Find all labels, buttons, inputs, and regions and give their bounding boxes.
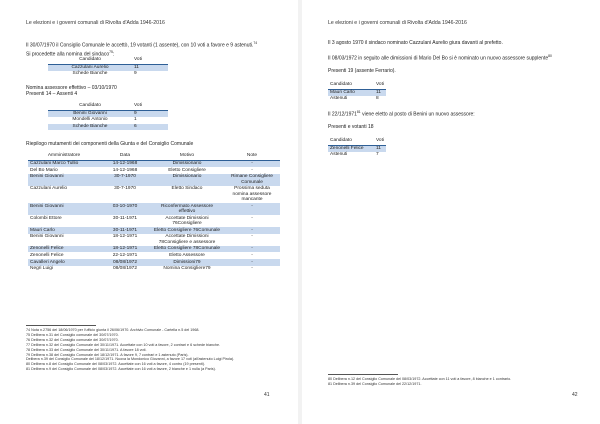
table-cell: 18-12-1971 [112,246,138,252]
table-row [48,124,168,131]
table-cell: 11 [375,89,381,95]
footnote: 80 Delibera n.8 del Consiglio Comunale del 08/03/1972. Accettate con 16 voti a favore, 4 contro (19 presenti). [26,362,205,367]
table-cell: Astenuti [330,152,348,158]
footnote-ref: 80 [548,54,552,58]
table-cell: Mondelli Antonio [72,117,108,123]
paragraph-voters: Presenti e votanti 18 [328,124,374,130]
table-cell: - [251,259,253,265]
table-cell: - [251,203,253,209]
table-cell: Mauri Carlo [330,89,355,95]
table-cell: 7 [375,152,379,158]
table-header: Candidato [48,103,132,110]
section-heading-summary: Riepilogo mutamenti dei componenti della Giunta e del Consiglio Comunale [26,141,194,147]
table-header-row [328,82,386,89]
table-cell: Benini Giovanni [30,174,64,180]
table-header: Note [224,153,280,160]
paragraph-text: Presenti 14 – Assenti 4 [26,91,78,98]
footnote-ref: 75 [109,50,113,55]
table-cell: 03-10-1970 [112,203,138,209]
footnote: 74 Nota n.2756 del 18/06/1970 per l'ufficio giunta il 26/06/1970. Archivio Comunale - Cartella n.5 del 1968. [26,328,200,332]
table-row [328,152,386,159]
table-cell: Schede Bianche [72,123,108,129]
table-header: Voti [374,82,386,89]
table-assessor-vote [48,103,168,130]
table-cell: Benini Giovanni [73,110,107,116]
table-cell: Accettate Dimissioni 76Consigliere [165,215,209,227]
table-changes-summary [28,153,280,272]
left-page [0,0,298,424]
table-cell: Del Bo Mario [30,167,58,173]
table-row [28,160,280,167]
table-cell: - [251,215,253,221]
table-cell: Cavalleri Angelo [30,259,65,265]
footnote: 76 Delibera n.32 del Consiglio comunale del 30/07/1970. [26,337,119,342]
table-cell: - [251,167,253,173]
paragraph-text: viene eletto al posto di Benini un nuovo assessore: [360,111,475,118]
table-cell: 6 [134,123,137,129]
paragraph-text: Il 30/07/1970 il Consiglio Comunale le accettò, 19 votanti (1 assente), con 10 voti a favore e 9 astenuti. [26,42,254,49]
table-row [28,186,280,203]
page-number: 42 [572,392,578,398]
running-header: Le elezioni e i governi comunali di Rivolta d'Adda 1946-2016 [328,20,467,26]
footnotes [328,377,583,387]
table-cell: 22-12-1971 [112,252,138,258]
table-cell: 8 [375,96,379,102]
table-row [28,259,280,266]
table-row [28,174,280,186]
table-cell: Cazzulani Aurelio [30,186,68,192]
table-cell: 14-12-1968 [112,167,138,173]
table-cell: Zenonelli Felice [30,252,64,258]
table-cell: - [251,266,253,272]
paragraph-assessor-nomination [26,85,276,98]
paragraph-text: Il 22/12/1971 [328,111,357,118]
footnote-separator [26,325,96,326]
table-cell: 1 [134,117,137,123]
table-header: Candidato [328,138,374,145]
table-header-row [48,57,168,64]
table-row [28,227,280,234]
table-cell: Dimissionario [172,161,202,167]
table-header: Candidato [48,57,132,64]
paragraph-acceptance: Il 30/07/1970 il Consiglio Comunale le accettò, 19 votanti (1 assente), con 10 voti a favore e 9 astenuti.$^{74}$ Si procedette alla nomina del sindaco$^{75}$: [26,41,258,58]
footnote: 77 Delibera n.32 del Consiglio Comunale del 30/11/1971. Accettate con 10 voti a favore, 2 contrari e 6 schede bianche. [26,342,221,347]
footnote-ref: 81 [356,110,361,114]
table-header-row [28,153,280,160]
table-cell: Benini Giovanni [30,234,64,240]
footnote: 79 Delibera n.38 del Consiglio Comunale del 18/12/1971. A favore 9, 7 contrari e 1 astenuto (Paris). [26,352,189,357]
table-cell: 9 [134,71,137,77]
table-cell: 30-7-1970 [114,174,136,180]
table-cell: 14-12-1968 [112,161,138,167]
table-cell: 08/08/1972 [112,266,137,272]
table-header: Voti [132,103,168,110]
table-header: Voti [374,138,386,145]
footnote-ref: 74 [253,41,258,45]
paragraph-text: Il 08/03/1972 in seguito alle dimissioni di Mario Del Bo si è nominato un nuovo assessore supplente [328,55,549,62]
table-cell: Eletto Consigliere 76Comunale [153,227,221,233]
table-cell: Eletto Consigliere 78Comunale [153,246,221,252]
table-cell: Colombi Ettore [30,215,62,221]
table-row [28,203,280,215]
table-substitute-vote [328,82,386,103]
paragraph-text: Si procedette alla nomina del sindaco [26,51,110,58]
table-cell: 18-12-1971 [112,234,138,240]
table-cell: Nomina Consigliere79 [163,266,211,272]
paragraph-new-assessor [328,109,578,118]
running-header: Le elezioni e i governi comunali di Rivolta d'Adda 1946-2016 [26,20,165,26]
table-cell: 11 [134,64,139,70]
table-cell: Eletto Consigliere [168,167,206,173]
table-cell: Rimane Consigliere Comunale [231,174,273,185]
table-cell: Zenonelli Felice [30,246,64,252]
paragraph-text: Nomina assessore effettivo – 03/10/1970 [26,85,117,91]
table-new-assessor-vote [328,138,386,159]
table-cell: Negri Luigi [30,266,53,272]
table-cell: Astenuti [330,96,348,102]
table-cell: Dimissionario [172,174,202,180]
table-header: Candidato [328,82,374,89]
table-cell: Cazzulani Marco Tullio [30,161,79,167]
table-row [28,246,280,253]
footnote: 80 Delibera n.12 del Consiglio Comunale del 08/03/1972. Accettate con 11 voti a favore, 8 bianche e 1 contrario. [328,377,512,381]
page-number: 41 [264,392,270,398]
table-cell: 9 [134,110,137,116]
paragraph-oath: Il 3 agosto 1970 il sindaco nominato Cazzulani Aurelio giura davanti al prefetto. [328,40,503,46]
table-mayor-vote [48,57,168,78]
table-cell: 11 [375,145,381,151]
table-cell: Dimissioni79 [173,259,201,265]
table-header: Motivo [150,153,224,160]
footnote: 75 Delibera n.31 del Consiglio comunale del 30/07/1970. [26,332,119,337]
table-cell: - [251,234,253,240]
table-cell: - [251,246,253,252]
table-cell: Eletto Assessore [169,252,205,258]
footnote: 81 Delibera n.39 del Consiglio Comunale del 22/12/1971. [328,381,422,386]
table-header-row [48,103,168,110]
table-row [28,252,280,259]
table-header: Data [100,153,150,160]
table-row [48,71,168,78]
paragraph-present: Presenti 19 (assente Ferrario). [328,68,396,74]
table-header-row [328,138,386,145]
table-row [48,64,168,71]
table-cell: Schede Bianche [72,71,108,77]
table-cell: Cazzulani Aurelio [71,64,109,70]
table-row [48,110,168,117]
table-header: Amministratore [28,153,100,160]
table-row [328,96,386,103]
footnote-separator [328,374,398,375]
table-row [28,167,280,174]
table-cell: 08/08/1972 [112,259,137,265]
table-cell: Zenonelli Felice [330,145,364,151]
footnote: Delibera n.39 del Consiglio Comunale del 18/12/1971. Nuova la Mondonico Giovanni, a favore 17 voti (all'astenuto Luigi Pirola). [26,357,235,362]
table-cell: Benini Giovanni [30,203,64,209]
right-page [302,0,600,424]
table-row [28,234,280,246]
table-cell: - [251,227,253,233]
footnote: 78 Delibera n.33 del Consiglio Comunale del 30/11/1971. A favore 18 voti. [26,347,147,352]
footnote: 81 Delibera n.9 del Consiglio Comunale del 08/03/1972. Accettate con 16 voti a favore, 2 bianche e 1 nulla (a Paris). [26,367,216,372]
table-row [28,266,280,273]
table-cell: Mauri Carlo [30,227,55,233]
table-cell: 30-11-1971 [112,227,138,233]
table-cell: Prossima seduta nomina assessore mancante [232,186,272,203]
table-row [48,117,168,124]
table-cell: - [251,161,253,167]
table-cell: 30-11-1971 [112,215,138,221]
table-cell: - [251,252,253,258]
table-cell: 30-7-1970 [114,186,136,192]
table-header: Voti [132,57,168,64]
table-cell: Accettate Dimissioni 78Consigliere e assessore [158,234,216,245]
paragraph-substitute [328,53,583,62]
table-cell: Riconfermato Assessore effettivo [161,203,213,215]
table-cell: Eletto Sindaco [171,186,203,192]
table-row [28,215,280,227]
footnotes [26,328,276,372]
